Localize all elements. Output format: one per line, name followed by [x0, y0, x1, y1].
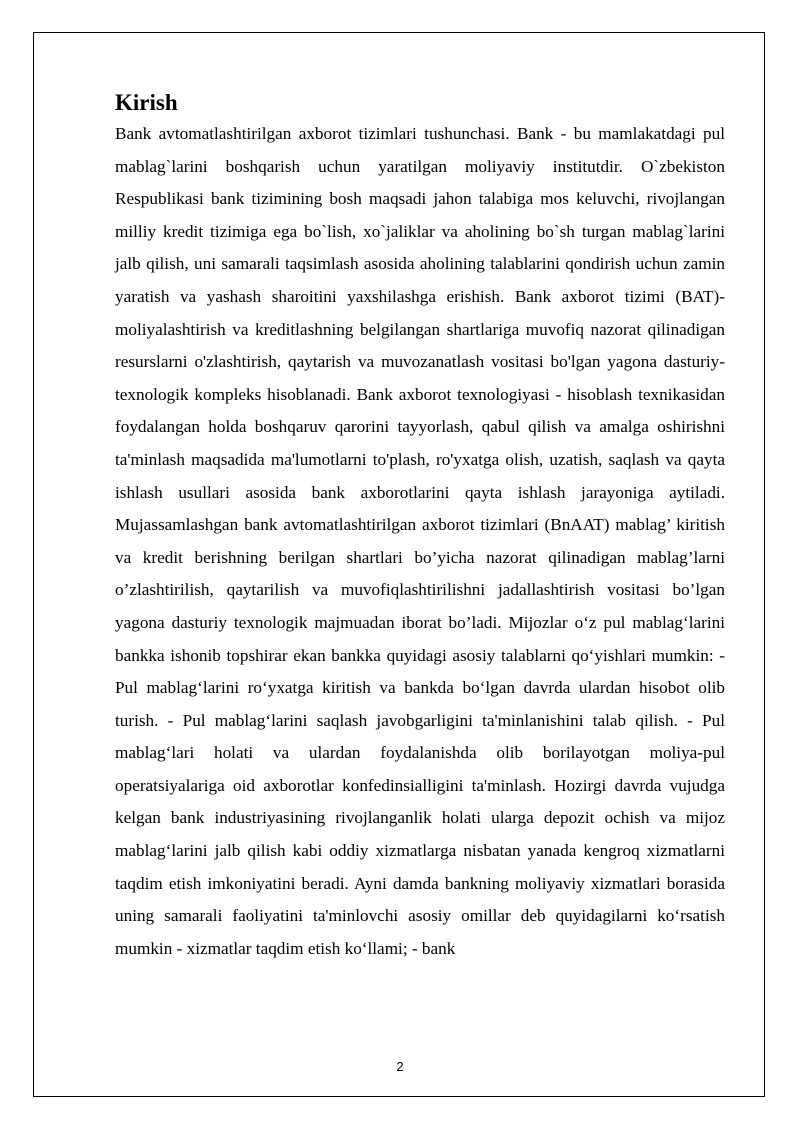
page-number: 2 — [396, 1059, 404, 1074]
section-heading: Kirish — [115, 90, 178, 115]
document-body — [115, 88, 725, 965]
body-paragraph: Bank avtomatlashtirilgan axborot tizimlari tushunchasi. Bank - bu mamlakatdagi pul mablag`larini boshqarish uchun yaratilgan moliyaviy institutdir. O`zbekiston Respublikasi bank tizimining bosh maqsadi jahon talabiga mos keluvchi, rivojlangan milliy kredit tizimiga ega bo`lish, xo`jaliklar va aholining bo`sh turgan mablag`larini jalb qilish, uni samarali taqsimlash asosida aholining talablarini qondirish uchun zamin yaratish va yashash sharoitini yaxshilashga erishish. Bank axborot tizimi (BAT)-moliyalashtirish va kreditlashning belgilangan shartlariga muvofiq nazorat qilinadigan resurslarni o'zlashtirish, qaytarish va muvozanatlash vositasi bo'lgan yagona dasturiy-texnologik kompleks hisoblanadi. Bank axborot texnologiyasi - hisoblash texnikasidan foydalangan holda boshqaruv qarorini tayyorlash, qabul qilish va amalga oshirishni ta'minlash maqsadida ma'lumotlarni to'plash, ro'yxatga olish, uzatish, saqlash va qayta ishlash usullari asosida bank axborotlarini qayta ishlash jarayoniga aytiladi. Mujassamlashgan bank avtomatlashtirilgan axborot tizimlari (BnAAT) mablag’ kiritish va kredit berishning berilgan shartlari bo’yicha nazorat qilinadigan mablag’larni o’zlashtirilish, qaytarilish va muvofiqlashtirilishni jadallashtirish vositasi bo’lgan yagona dasturiy texnologik majmuadan iborat bo’ladi. Mijozlar o‘z pul mablag‘larini bankka ishonib topshirar ekan bankka quyidagi asosiy talablarni qo‘yishlari mumkin: - Pul mablag‘larini ro‘yxatga kiritish va bankda bo‘lgan davrda ulardan hisobot olib turish. - Pul mablag‘larini saqlash javobgarligini ta'minlanishini talab qilish. - Pul mablag‘lari holati va ulardan foydalanishda olib borilayotgan moliya-pul operatsiyalariga oid axborotlar konfedinsialligini ta'minlash. Hozirgi davrda vujudga kelgan bank industriyasining rivojlanganlik holati ularga depozit ochish va mijoz mablag‘larini jalb qilish kabi oddiy xizmatlarga nisbatan yanada kengroq xizmatlarni taqdim etish imkoniyatini beradi. Ayni damda bankning moliyaviy xizmatlari borasida uning samarali faoliyatini ta'minlovchi asosiy omillar deb quyidagilarni ko‘rsatish mumkin - xizmatlar taqdim etish ko‘llami; - bank — [115, 124, 725, 958]
